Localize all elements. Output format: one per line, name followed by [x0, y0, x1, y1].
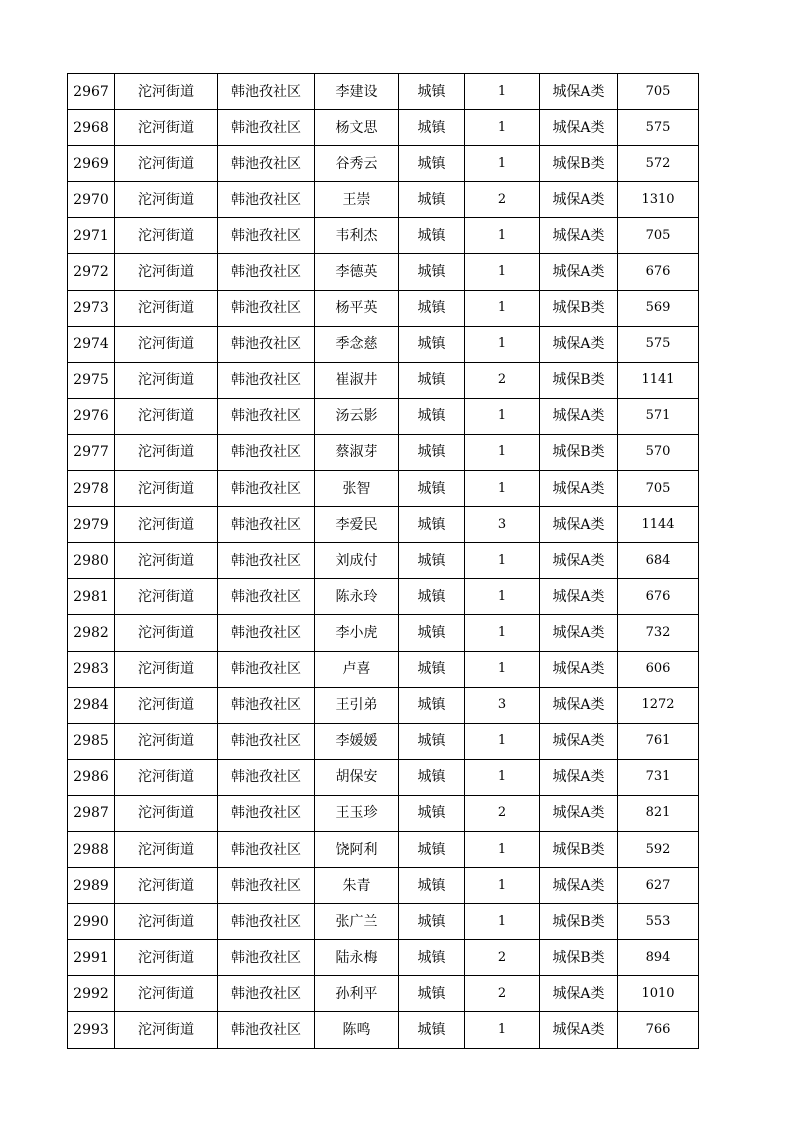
community-cell: 韩池孜社区 [218, 110, 315, 146]
community-cell: 韩池孜社区 [218, 651, 315, 687]
community-cell: 韩池孜社区 [218, 290, 315, 326]
category-cell: 城保A类 [540, 615, 618, 651]
residence-type-cell: 城镇 [399, 1012, 465, 1048]
subdistrict-cell: 沱河街道 [115, 868, 218, 904]
amount-cell: 1144 [618, 507, 699, 543]
household-size-cell: 1 [465, 759, 540, 795]
community-cell: 韩池孜社区 [218, 868, 315, 904]
table-row [68, 831, 699, 867]
category-cell: 城保B类 [540, 146, 618, 182]
table-row [68, 146, 699, 182]
community-cell: 韩池孜社区 [218, 904, 315, 940]
household-size-cell: 1 [465, 74, 540, 110]
serial-number-cell: 2983 [68, 651, 115, 687]
residence-type-cell: 城镇 [399, 795, 465, 831]
community-cell: 韩池孜社区 [218, 471, 315, 507]
amount-cell: 575 [618, 110, 699, 146]
household-size-cell: 2 [465, 362, 540, 398]
subdistrict-cell: 沱河街道 [115, 254, 218, 290]
table-row [68, 579, 699, 615]
name-cell: 王崇 [315, 182, 399, 218]
table-row [68, 651, 699, 687]
table-body [68, 74, 699, 1049]
name-cell: 孙利平 [315, 976, 399, 1012]
subdistrict-cell: 沱河街道 [115, 579, 218, 615]
residence-type-cell: 城镇 [399, 723, 465, 759]
amount-cell: 684 [618, 543, 699, 579]
category-cell: 城保A类 [540, 326, 618, 362]
name-cell: 杨文思 [315, 110, 399, 146]
household-size-cell: 1 [465, 254, 540, 290]
subdistrict-cell: 沱河街道 [115, 687, 218, 723]
residence-type-cell: 城镇 [399, 471, 465, 507]
community-cell: 韩池孜社区 [218, 218, 315, 254]
household-size-cell: 1 [465, 543, 540, 579]
residence-type-cell: 城镇 [399, 976, 465, 1012]
name-cell: 李媛媛 [315, 723, 399, 759]
name-cell: 陈永玲 [315, 579, 399, 615]
serial-number-cell: 2972 [68, 254, 115, 290]
serial-number-cell: 2978 [68, 471, 115, 507]
category-cell: 城保B类 [540, 434, 618, 470]
subdistrict-cell: 沱河街道 [115, 290, 218, 326]
serial-number-cell: 2968 [68, 110, 115, 146]
household-size-cell: 2 [465, 795, 540, 831]
serial-number-cell: 2987 [68, 795, 115, 831]
subdistrict-cell: 沱河街道 [115, 218, 218, 254]
community-cell: 韩池孜社区 [218, 507, 315, 543]
category-cell: 城保B类 [540, 940, 618, 976]
table-row [68, 723, 699, 759]
category-cell: 城保A类 [540, 471, 618, 507]
household-size-cell: 1 [465, 110, 540, 146]
community-cell: 韩池孜社区 [218, 146, 315, 182]
residence-type-cell: 城镇 [399, 290, 465, 326]
amount-cell: 1141 [618, 362, 699, 398]
household-size-cell: 1 [465, 831, 540, 867]
residence-type-cell: 城镇 [399, 940, 465, 976]
category-cell: 城保B类 [540, 831, 618, 867]
category-cell: 城保B类 [540, 904, 618, 940]
serial-number-cell: 2988 [68, 831, 115, 867]
serial-number-cell: 2977 [68, 434, 115, 470]
community-cell: 韩池孜社区 [218, 723, 315, 759]
name-cell: 王引弟 [315, 687, 399, 723]
serial-number-cell: 2993 [68, 1012, 115, 1048]
serial-number-cell: 2975 [68, 362, 115, 398]
subdistrict-cell: 沱河街道 [115, 507, 218, 543]
subdistrict-cell: 沱河街道 [115, 904, 218, 940]
household-size-cell: 1 [465, 651, 540, 687]
household-size-cell: 3 [465, 507, 540, 543]
serial-number-cell: 2967 [68, 74, 115, 110]
subdistrict-cell: 沱河街道 [115, 398, 218, 434]
amount-cell: 1310 [618, 182, 699, 218]
residence-type-cell: 城镇 [399, 362, 465, 398]
subdistrict-cell: 沱河街道 [115, 110, 218, 146]
amount-cell: 553 [618, 904, 699, 940]
category-cell: 城保A类 [540, 110, 618, 146]
category-cell: 城保A类 [540, 759, 618, 795]
household-size-cell: 1 [465, 471, 540, 507]
amount-cell: 627 [618, 868, 699, 904]
community-cell: 韩池孜社区 [218, 615, 315, 651]
table-row [68, 434, 699, 470]
amount-cell: 731 [618, 759, 699, 795]
name-cell: 刘成付 [315, 543, 399, 579]
name-cell: 李建设 [315, 74, 399, 110]
serial-number-cell: 2986 [68, 759, 115, 795]
community-cell: 韩池孜社区 [218, 74, 315, 110]
category-cell: 城保B类 [540, 362, 618, 398]
residence-type-cell: 城镇 [399, 110, 465, 146]
name-cell: 卢喜 [315, 651, 399, 687]
subdistrict-cell: 沱河街道 [115, 146, 218, 182]
category-cell: 城保A类 [540, 687, 618, 723]
subdistrict-cell: 沱河街道 [115, 543, 218, 579]
serial-number-cell: 2980 [68, 543, 115, 579]
subdistrict-cell: 沱河街道 [115, 615, 218, 651]
community-cell: 韩池孜社区 [218, 795, 315, 831]
household-size-cell: 1 [465, 146, 540, 182]
serial-number-cell: 2971 [68, 218, 115, 254]
table-row [68, 759, 699, 795]
name-cell: 陈鸣 [315, 1012, 399, 1048]
name-cell: 李小虎 [315, 615, 399, 651]
amount-cell: 1010 [618, 976, 699, 1012]
category-cell: 城保A类 [540, 218, 618, 254]
serial-number-cell: 2981 [68, 579, 115, 615]
name-cell: 张广兰 [315, 904, 399, 940]
community-cell: 韩池孜社区 [218, 398, 315, 434]
name-cell: 蔡淑芽 [315, 434, 399, 470]
category-cell: 城保A类 [540, 74, 618, 110]
table-row [68, 1012, 699, 1048]
table-row [68, 940, 699, 976]
table-row [68, 615, 699, 651]
residence-type-cell: 城镇 [399, 615, 465, 651]
table-row [68, 218, 699, 254]
residence-type-cell: 城镇 [399, 146, 465, 182]
serial-number-cell: 2992 [68, 976, 115, 1012]
household-size-cell: 1 [465, 398, 540, 434]
table-row [68, 326, 699, 362]
amount-cell: 705 [618, 471, 699, 507]
community-cell: 韩池孜社区 [218, 940, 315, 976]
household-size-cell: 1 [465, 723, 540, 759]
serial-number-cell: 2989 [68, 868, 115, 904]
amount-cell: 894 [618, 940, 699, 976]
category-cell: 城保A类 [540, 651, 618, 687]
table-row [68, 507, 699, 543]
category-cell: 城保A类 [540, 543, 618, 579]
serial-number-cell: 2969 [68, 146, 115, 182]
table-row [68, 362, 699, 398]
subdistrict-cell: 沱河街道 [115, 182, 218, 218]
amount-cell: 570 [618, 434, 699, 470]
household-size-cell: 3 [465, 687, 540, 723]
household-size-cell: 1 [465, 1012, 540, 1048]
residence-type-cell: 城镇 [399, 398, 465, 434]
amount-cell: 569 [618, 290, 699, 326]
community-cell: 韩池孜社区 [218, 831, 315, 867]
household-size-cell: 1 [465, 904, 540, 940]
community-cell: 韩池孜社区 [218, 687, 315, 723]
residence-type-cell: 城镇 [399, 254, 465, 290]
household-size-cell: 1 [465, 615, 540, 651]
residence-type-cell: 城镇 [399, 651, 465, 687]
table-row [68, 254, 699, 290]
amount-cell: 761 [618, 723, 699, 759]
category-cell: 城保A类 [540, 579, 618, 615]
name-cell: 李爱民 [315, 507, 399, 543]
name-cell: 杨平英 [315, 290, 399, 326]
name-cell: 汤云影 [315, 398, 399, 434]
household-size-cell: 1 [465, 290, 540, 326]
category-cell: 城保A类 [540, 976, 618, 1012]
subdistrict-cell: 沱河街道 [115, 471, 218, 507]
category-cell: 城保A类 [540, 398, 618, 434]
name-cell: 李德英 [315, 254, 399, 290]
name-cell: 崔淑井 [315, 362, 399, 398]
name-cell: 饶阿利 [315, 831, 399, 867]
relief-roster-table [67, 73, 699, 1049]
community-cell: 韩池孜社区 [218, 254, 315, 290]
subdistrict-cell: 沱河街道 [115, 831, 218, 867]
serial-number-cell: 2970 [68, 182, 115, 218]
serial-number-cell: 2973 [68, 290, 115, 326]
name-cell: 季念慈 [315, 326, 399, 362]
subdistrict-cell: 沱河街道 [115, 795, 218, 831]
residence-type-cell: 城镇 [399, 74, 465, 110]
table-row [68, 110, 699, 146]
amount-cell: 592 [618, 831, 699, 867]
amount-cell: 571 [618, 398, 699, 434]
serial-number-cell: 2976 [68, 398, 115, 434]
household-size-cell: 2 [465, 182, 540, 218]
name-cell: 王玉珍 [315, 795, 399, 831]
residence-type-cell: 城镇 [399, 326, 465, 362]
table-row [68, 74, 699, 110]
amount-cell: 821 [618, 795, 699, 831]
amount-cell: 676 [618, 579, 699, 615]
residence-type-cell: 城镇 [399, 434, 465, 470]
name-cell: 谷秀云 [315, 146, 399, 182]
table-row [68, 976, 699, 1012]
subdistrict-cell: 沱河街道 [115, 1012, 218, 1048]
subdistrict-cell: 沱河街道 [115, 326, 218, 362]
serial-number-cell: 2979 [68, 507, 115, 543]
household-size-cell: 1 [465, 434, 540, 470]
serial-number-cell: 2974 [68, 326, 115, 362]
amount-cell: 606 [618, 651, 699, 687]
table-row [68, 904, 699, 940]
subdistrict-cell: 沱河街道 [115, 362, 218, 398]
table-row [68, 182, 699, 218]
subdistrict-cell: 沱河街道 [115, 651, 218, 687]
residence-type-cell: 城镇 [399, 218, 465, 254]
community-cell: 韩池孜社区 [218, 579, 315, 615]
amount-cell: 705 [618, 74, 699, 110]
amount-cell: 575 [618, 326, 699, 362]
community-cell: 韩池孜社区 [218, 182, 315, 218]
name-cell: 张智 [315, 471, 399, 507]
category-cell: 城保A类 [540, 723, 618, 759]
table-row [68, 398, 699, 434]
community-cell: 韩池孜社区 [218, 1012, 315, 1048]
subdistrict-cell: 沱河街道 [115, 976, 218, 1012]
name-cell: 韦利杰 [315, 218, 399, 254]
subdistrict-cell: 沱河街道 [115, 940, 218, 976]
serial-number-cell: 2991 [68, 940, 115, 976]
household-size-cell: 1 [465, 579, 540, 615]
household-size-cell: 1 [465, 868, 540, 904]
residence-type-cell: 城镇 [399, 543, 465, 579]
category-cell: 城保A类 [540, 868, 618, 904]
community-cell: 韩池孜社区 [218, 543, 315, 579]
amount-cell: 572 [618, 146, 699, 182]
residence-type-cell: 城镇 [399, 182, 465, 218]
name-cell: 胡保安 [315, 759, 399, 795]
residence-type-cell: 城镇 [399, 759, 465, 795]
household-size-cell: 1 [465, 326, 540, 362]
subdistrict-cell: 沱河街道 [115, 759, 218, 795]
household-size-cell: 1 [465, 218, 540, 254]
amount-cell: 1272 [618, 687, 699, 723]
amount-cell: 705 [618, 218, 699, 254]
category-cell: 城保A类 [540, 182, 618, 218]
residence-type-cell: 城镇 [399, 868, 465, 904]
serial-number-cell: 2984 [68, 687, 115, 723]
subdistrict-cell: 沱河街道 [115, 723, 218, 759]
category-cell: 城保B类 [540, 290, 618, 326]
table-row [68, 687, 699, 723]
community-cell: 韩池孜社区 [218, 362, 315, 398]
category-cell: 城保A类 [540, 1012, 618, 1048]
table-row [68, 868, 699, 904]
residence-type-cell: 城镇 [399, 507, 465, 543]
household-size-cell: 2 [465, 940, 540, 976]
table-row [68, 543, 699, 579]
community-cell: 韩池孜社区 [218, 326, 315, 362]
community-cell: 韩池孜社区 [218, 759, 315, 795]
serial-number-cell: 2982 [68, 615, 115, 651]
category-cell: 城保A类 [540, 795, 618, 831]
household-size-cell: 2 [465, 976, 540, 1012]
table-row [68, 795, 699, 831]
subdistrict-cell: 沱河街道 [115, 434, 218, 470]
residence-type-cell: 城镇 [399, 904, 465, 940]
community-cell: 韩池孜社区 [218, 434, 315, 470]
amount-cell: 676 [618, 254, 699, 290]
table-row [68, 471, 699, 507]
residence-type-cell: 城镇 [399, 579, 465, 615]
amount-cell: 732 [618, 615, 699, 651]
community-cell: 韩池孜社区 [218, 976, 315, 1012]
name-cell: 朱青 [315, 868, 399, 904]
category-cell: 城保A类 [540, 254, 618, 290]
name-cell: 陆永梅 [315, 940, 399, 976]
amount-cell: 766 [618, 1012, 699, 1048]
serial-number-cell: 2990 [68, 904, 115, 940]
category-cell: 城保A类 [540, 507, 618, 543]
residence-type-cell: 城镇 [399, 831, 465, 867]
table-row [68, 290, 699, 326]
serial-number-cell: 2985 [68, 723, 115, 759]
subdistrict-cell: 沱河街道 [115, 74, 218, 110]
residence-type-cell: 城镇 [399, 687, 465, 723]
